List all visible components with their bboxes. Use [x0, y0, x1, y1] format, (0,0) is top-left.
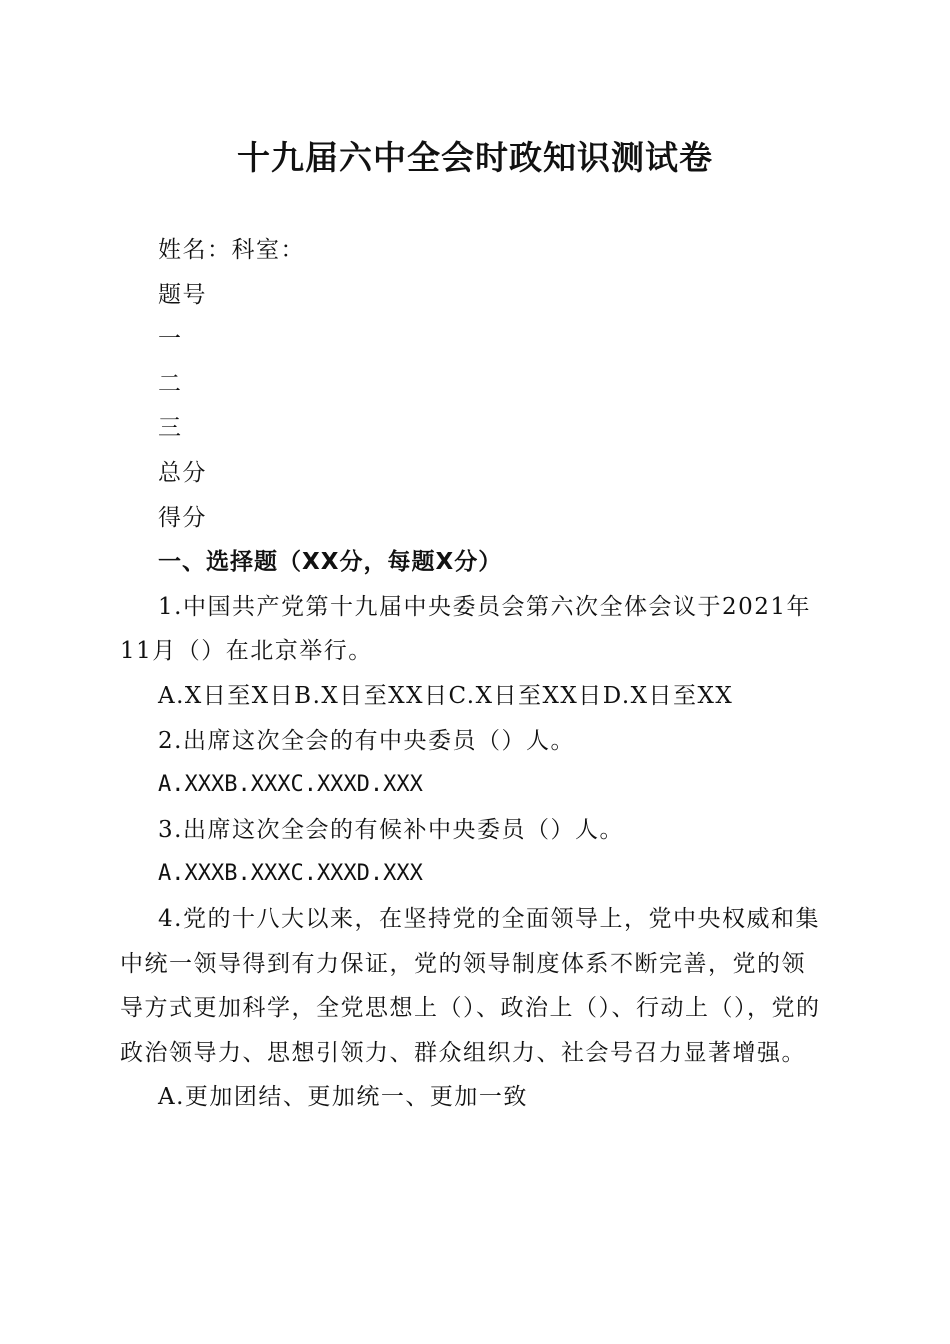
document-title: 十九届六中全会时政知识测试卷 [237, 138, 713, 177]
score-row-obtained: 得分 [158, 504, 207, 531]
question-1: 1.中国共产党第十九届中央委员会第六次全体会议于2021年11月（）在北京举行。 [120, 593, 811, 665]
question-2: 2.出席这次全会的有中央委员（）人。 [158, 727, 575, 754]
document-body [120, 228, 825, 1120]
score-row-total: 总分 [158, 459, 207, 486]
score-row-2: 二 [158, 370, 183, 397]
question-3-options: A.XXXB.XXXC.XXXD.XXX [158, 861, 423, 887]
score-table-header: 题号 [158, 281, 207, 308]
question-3: 3.出席这次全会的有候补中央委员（）人。 [158, 816, 624, 843]
question-1-options: A.X日至X日B.X日至XX日C.X日至XX日D.X日至XX [158, 682, 734, 709]
question-4: 4.党的十八大以来，在坚持党的全面领导上，党中央权威和集中统一领导得到有力保证，党的领导制度体系不断完善，党的领导方式更加科学，全党思想上（）、政治上（）、行动上（），党的政治领导力、思想引领力、群众组织力、社会号召力显著增强。 [120, 905, 821, 1066]
name-department-line: 姓名：科室： [158, 237, 305, 263]
question-2-options: A.XXXB.XXXC.XXXD.XXX [158, 772, 423, 798]
section-heading-choice: 一、选择题（XX分，每题X分） [158, 549, 503, 576]
question-4-option-a: A.更加团结、更加统一、更加一致 [158, 1084, 528, 1111]
score-row-3: 三 [158, 415, 183, 442]
score-row-1: 一 [158, 326, 183, 353]
